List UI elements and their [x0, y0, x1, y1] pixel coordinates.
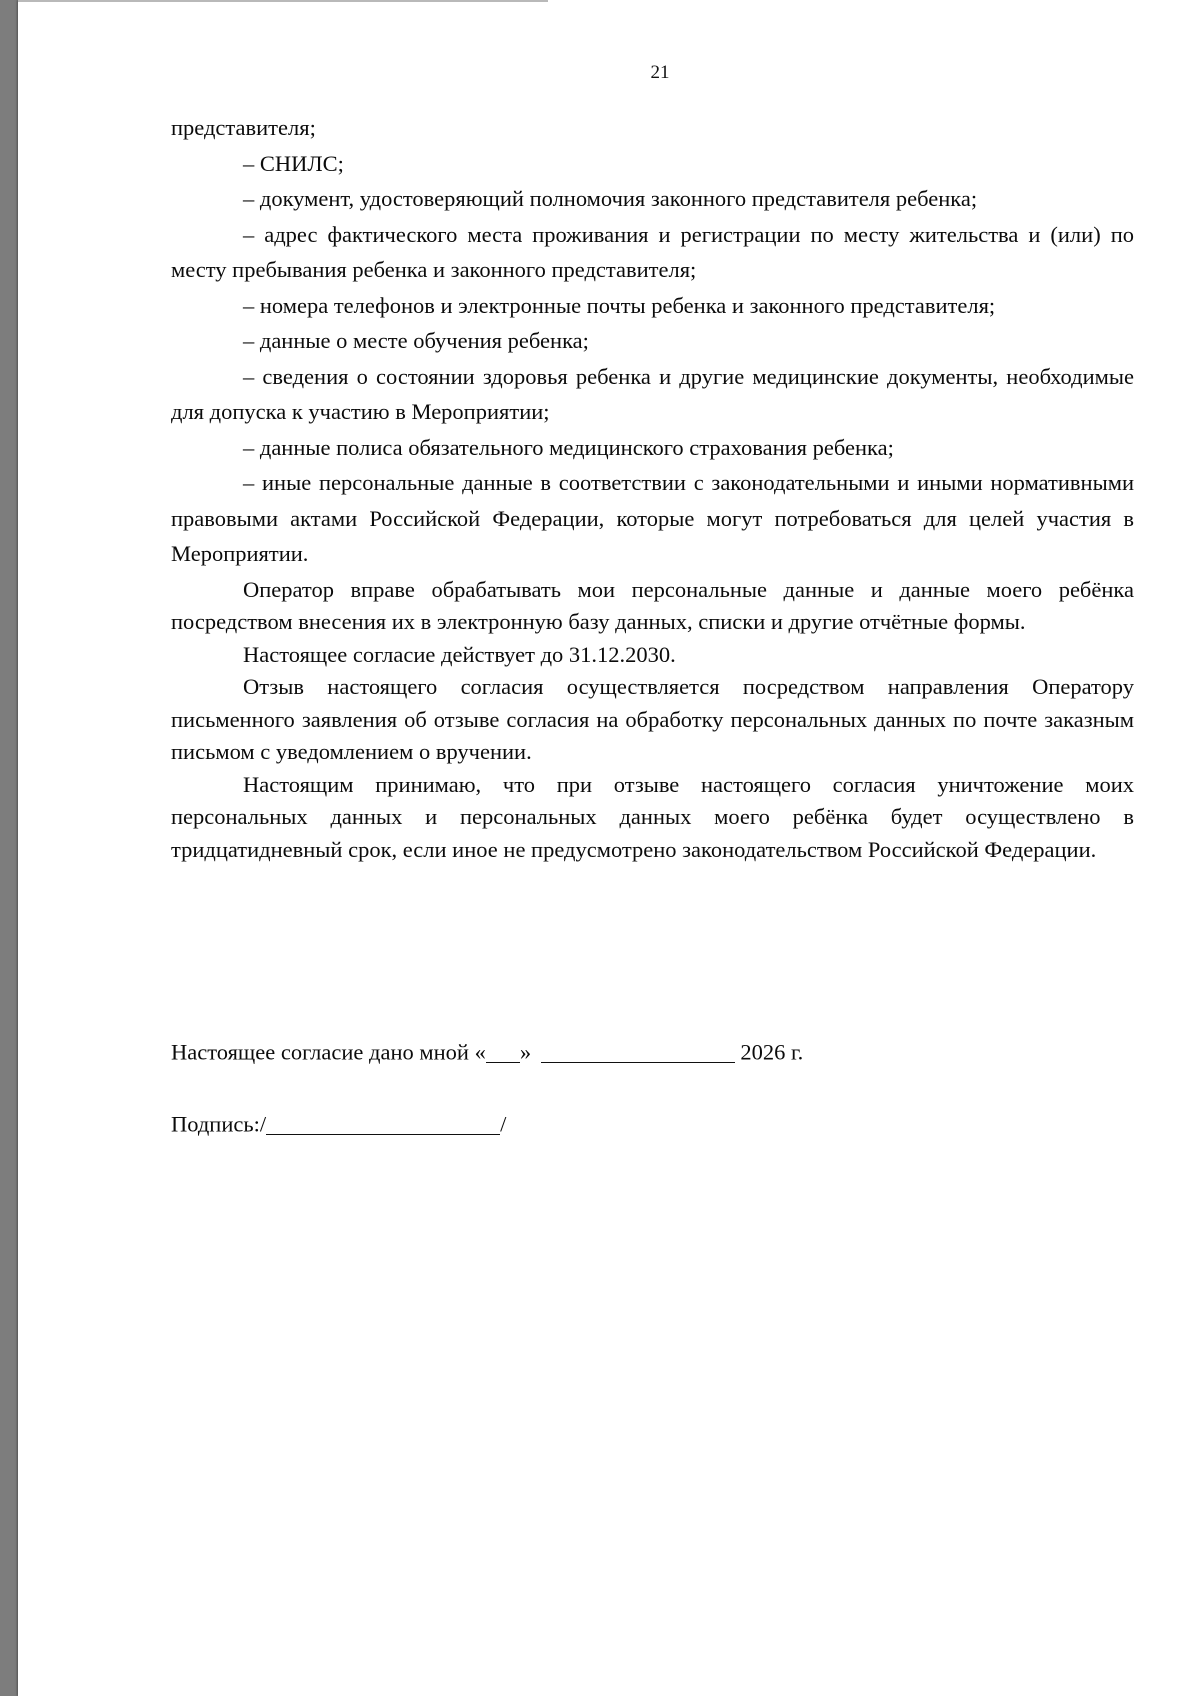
- signature-blank: [266, 1111, 500, 1135]
- consent-date-prefix: Настоящее согласие дано мной «: [171, 1039, 486, 1065]
- list-item-snils: – СНИЛС;: [243, 150, 344, 176]
- list-item-education: – данные о месте обучения ребенка;: [243, 328, 589, 353]
- document-body: [171, 110, 1134, 866]
- paragraph-validity: Настоящее согласие действует до 31.12.2030.: [243, 641, 676, 667]
- list-item-other-data: – иные персональные данные в соответствии с законодательными и иными нормативными правовыми актами Российской Федерации, которые могут потребоваться для целей участия в Мероприятии.: [171, 470, 1134, 566]
- month-blank: [541, 1039, 735, 1063]
- day-blank: [486, 1039, 520, 1063]
- scan-edge: [18, 0, 548, 2]
- paragraph-withdrawal: Отзыв настоящего согласия осуществляется посредством направления Оператору письменного заявления об отзыве согласия на обработку персональных данных по почте заказным письмом с уведомлением о вручении.: [171, 674, 1134, 764]
- consent-year: 2026 г.: [740, 1039, 804, 1065]
- signature-end: /: [500, 1111, 507, 1137]
- consent-date-line: [171, 1039, 803, 1066]
- list-item-authority-document: – документ, удостоверяющий полномочия законного представителя ребенка;: [243, 186, 978, 211]
- list-item-address: – адрес фактического места проживания и регистрации по месту жительства и (или) по месту пребывания ребенка и законного представителя;: [171, 221, 1134, 282]
- signature-label: Подпись:/: [171, 1111, 267, 1137]
- paragraph-destruction: Настоящим принимаю, что при отзыве настоящего согласия уничтожение моих персональных данных и персональных данных моего ребёнка будет осуществлено в тридцатидневный срок, если иное не предусмотрено законодательством Российской Федерации.: [171, 771, 1134, 862]
- signature-line: [171, 1111, 506, 1138]
- list-item-contacts: – номера телефонов и электронные почты ребенка и законного представителя;: [243, 292, 996, 318]
- list-item-insurance: – данные полиса обязательного медицинского страхования ребенка;: [243, 434, 894, 460]
- page-number: 21: [650, 62, 670, 83]
- paragraph-processing: Оператор вправе обрабатывать мои персональные данные и данные моего ребёнка посредством внесения их в электронную базу данных, списки и другие отчётные формы.: [171, 576, 1134, 634]
- consent-date-close-quote: »: [519, 1039, 532, 1065]
- list-item-health: – сведения о состоянии здоровья ребенка и другие медицинские документы, необходимые для допуска к участию в Мероприятии;: [171, 363, 1134, 424]
- intro-tail: представителя;: [171, 115, 316, 140]
